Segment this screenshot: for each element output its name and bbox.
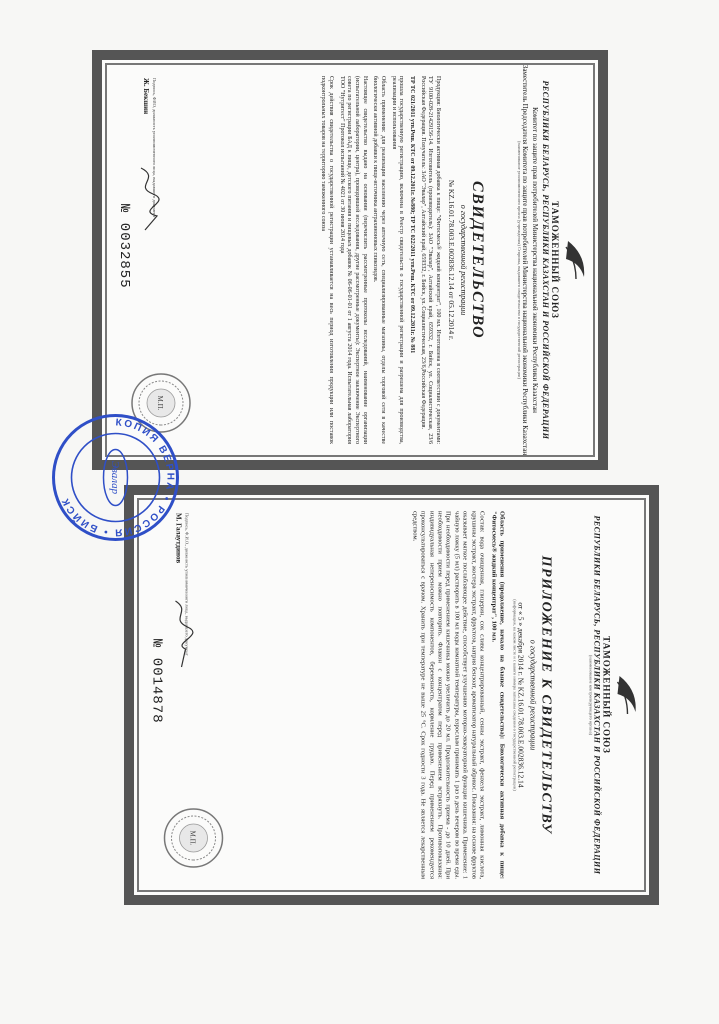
appendix-title: ПРИЛОЖЕНИЕ К СВИДЕТЕЛЬСТВУ <box>538 555 553 835</box>
certificate-serial: № 0032855 <box>116 204 132 289</box>
certificate-subtitle: о государственной регистрации <box>459 204 468 316</box>
issuing-authority: Комитет по защите прав потребителей Министерства национальной экономики Республики Казахстан <box>531 107 539 413</box>
union-name: ТАМОЖЕННЫЙ СОЮЗ <box>601 636 611 754</box>
certificate-title: СВИДЕТЕЛЬСТВО <box>469 180 486 340</box>
authority-deputy: Заместитель Председателя Комитета по защите прав потребителей Министерства национальной экономики Республики Казахстан <box>521 64 529 456</box>
seal-label: М.П. <box>188 830 196 846</box>
union-name: ТАМОЖЕННЫЙ СОЮЗ <box>550 201 560 319</box>
composition-text: Состав: вода очищенная, глицерин, сок сливы концентрированный, сенны экстракт, фенхеля экстракт, лимонная кислота, крушины экстракт, жостера экстракт, фруктоза, натрия бензоат, ароматизатор натуральный абрикос. Показания: на основе фруктов оказывает мягкое послабляющее действие, способствует улучшению моторно-эвакуаторной функции кишечника. Применение: 1 чайную ложку (5 мл) растворить в 100 мл воды комнатной температуры, взрослым принимать 1 раз в день вечером во время еды. При необходимости перед применением кишечника можно увеличить до 20 мл. Продолжительность приема - до 10 дней. При необходимости прием можно повторить. Флакон с концентратом перед применением встряхнуть. Противопоказания: индивидуальная непереносимость компонентов, беременность, кормление грудью. Перед применением рекомендуется проконсультироваться с врачом. Хранить при температуре не выше 25 °С. Срок годности 3 года. Не является лекарственным средством. <box>410 511 486 879</box>
handwritten-signature-icon <box>133 164 163 234</box>
compliance-line: ТР ТС 021/2011 утв.Реш. КТС от 09.12.2011г. №880; ТР ТС 022/2011 утв.Реш. КТС от 09.12.2011г. № 881 <box>408 76 415 354</box>
certificate-body <box>319 76 441 444</box>
handwritten-signature-icon <box>165 599 195 669</box>
company-stamp-icon <box>48 410 183 545</box>
product-description: Продукция: Биологически активная добавка к пище: "Фитосмесь® жидкий концентрат", 100 мл. Изготовлена в соответствии с документами: ТУ 9100-028-21429156-14. Изготовитель (производитель): ЗАО "Эвалар", Алтайский край, 659332, г. Бийск, ул. Социалистическая, 23/6 Российская Федерация. Получатель: ЗАО "Эвалар", Алтайский край, 659332, г. Бийск, ул. Социалистическая, 23/6,Российская Федерация. <box>419 76 441 444</box>
number-caption: (информация, на каком листе и с какого номера записаны сведения о государственной регистрации) <box>512 599 517 791</box>
certificate-document <box>92 50 608 470</box>
signer-caption: Подпись, Ф.И.О., должность уполномоченного лица, выдавшего документ <box>184 513 190 656</box>
signer-name: Ж. Бекшин <box>142 78 150 115</box>
authority-caption: (наименование уполномоченного органа (учреждения) Стороны, выдавшего свидетельство о государственной регистрации) <box>517 141 522 379</box>
state-registration-text: прошла государственную регистрацию, включена в Реестр свидетельств о государственной регистрации и разрешена для производства, реализации и использования <box>390 76 405 444</box>
signer-caption: Подпись, ФИО, должность уполномоченного лица, выдавшего документ <box>152 78 158 218</box>
appendix-body <box>409 511 505 879</box>
appendix-document <box>124 485 659 905</box>
certificate-number: № KZ.16.01.78.003.Е.002836.12.14 от 05.12.2014 г. <box>447 179 456 341</box>
usage-text: Область применения: для реализации населению через аптечную сеть, специализированные магазины, отделы торговой сети в качестве биологически активной добавки к пище-источника антрахиноновых гликозидов. <box>372 76 386 444</box>
signer-name: М. Галаутдинов <box>174 513 182 564</box>
certificate-header <box>516 64 560 456</box>
basis-text: Настоящее свидетельство выдано на основании (перечислить рассмотренные протоколы исследований, наименование организации (испытательной лаборатории, центра), проводившей исследования, другие рассмотренные документы): Экспертное заключение Экспертного совета по регистрации БАД к пище, детского питания и пищевых добавок № 06-06-01-01 от 1 августа 2014 года. Испытательная лаборатория ТОО "Нутритест" Протокол испытаний № 4021 от 30 июня 2014 года <box>338 76 368 444</box>
body-caption: (наименование контролирующего органа) <box>588 654 593 736</box>
appendix-serial: № 0014878 <box>148 639 164 724</box>
union-countries: РЕСПУБЛИКИ БЕЛАРУСЬ, РЕСПУБЛИКИ КАЗАХСТАН И РОССИЙСКОЙ ФЕДЕРАЦИИ <box>592 515 601 875</box>
official-seal-icon <box>162 807 224 869</box>
stamp-label: Эвалар <box>109 460 121 495</box>
seal-label: М.П. <box>156 395 164 411</box>
union-countries: РЕСПУБЛИКИ БЕЛАРУСЬ, РЕСПУБЛИКИ КАЗАХСТАН И РОССИЙСКОЙ ФЕДЕРАЦИИ <box>541 80 550 440</box>
appendix-subtitle: о государственной регистрации <box>528 639 537 751</box>
stamp-ring-text: КОПИЯ ВЕРНА • РОССИЯ • БИЙСК <box>59 417 176 538</box>
scope-text: Область применения (продолжение, начало на бланке свидетельства): Биологически активная добавка к пище: "Фитосмесь® жидкий концентрат", 100 мл. <box>489 511 506 879</box>
appendix-header <box>587 499 611 891</box>
certificate-signature <box>142 78 157 278</box>
customs-union-emblem-icon <box>562 237 590 283</box>
appendix-number: от « 5 » декабря 2014 г. № KZ.16.01.78.003.Е.002836.12.14 <box>516 602 525 788</box>
validity-text: Срок действия свидетельства о государственной регистрации устанавливается на весь период изготовления продукции или поставок подконтрольных товаров на территорию таможенного союза <box>320 76 334 444</box>
customs-union-emblem-icon <box>613 672 641 718</box>
